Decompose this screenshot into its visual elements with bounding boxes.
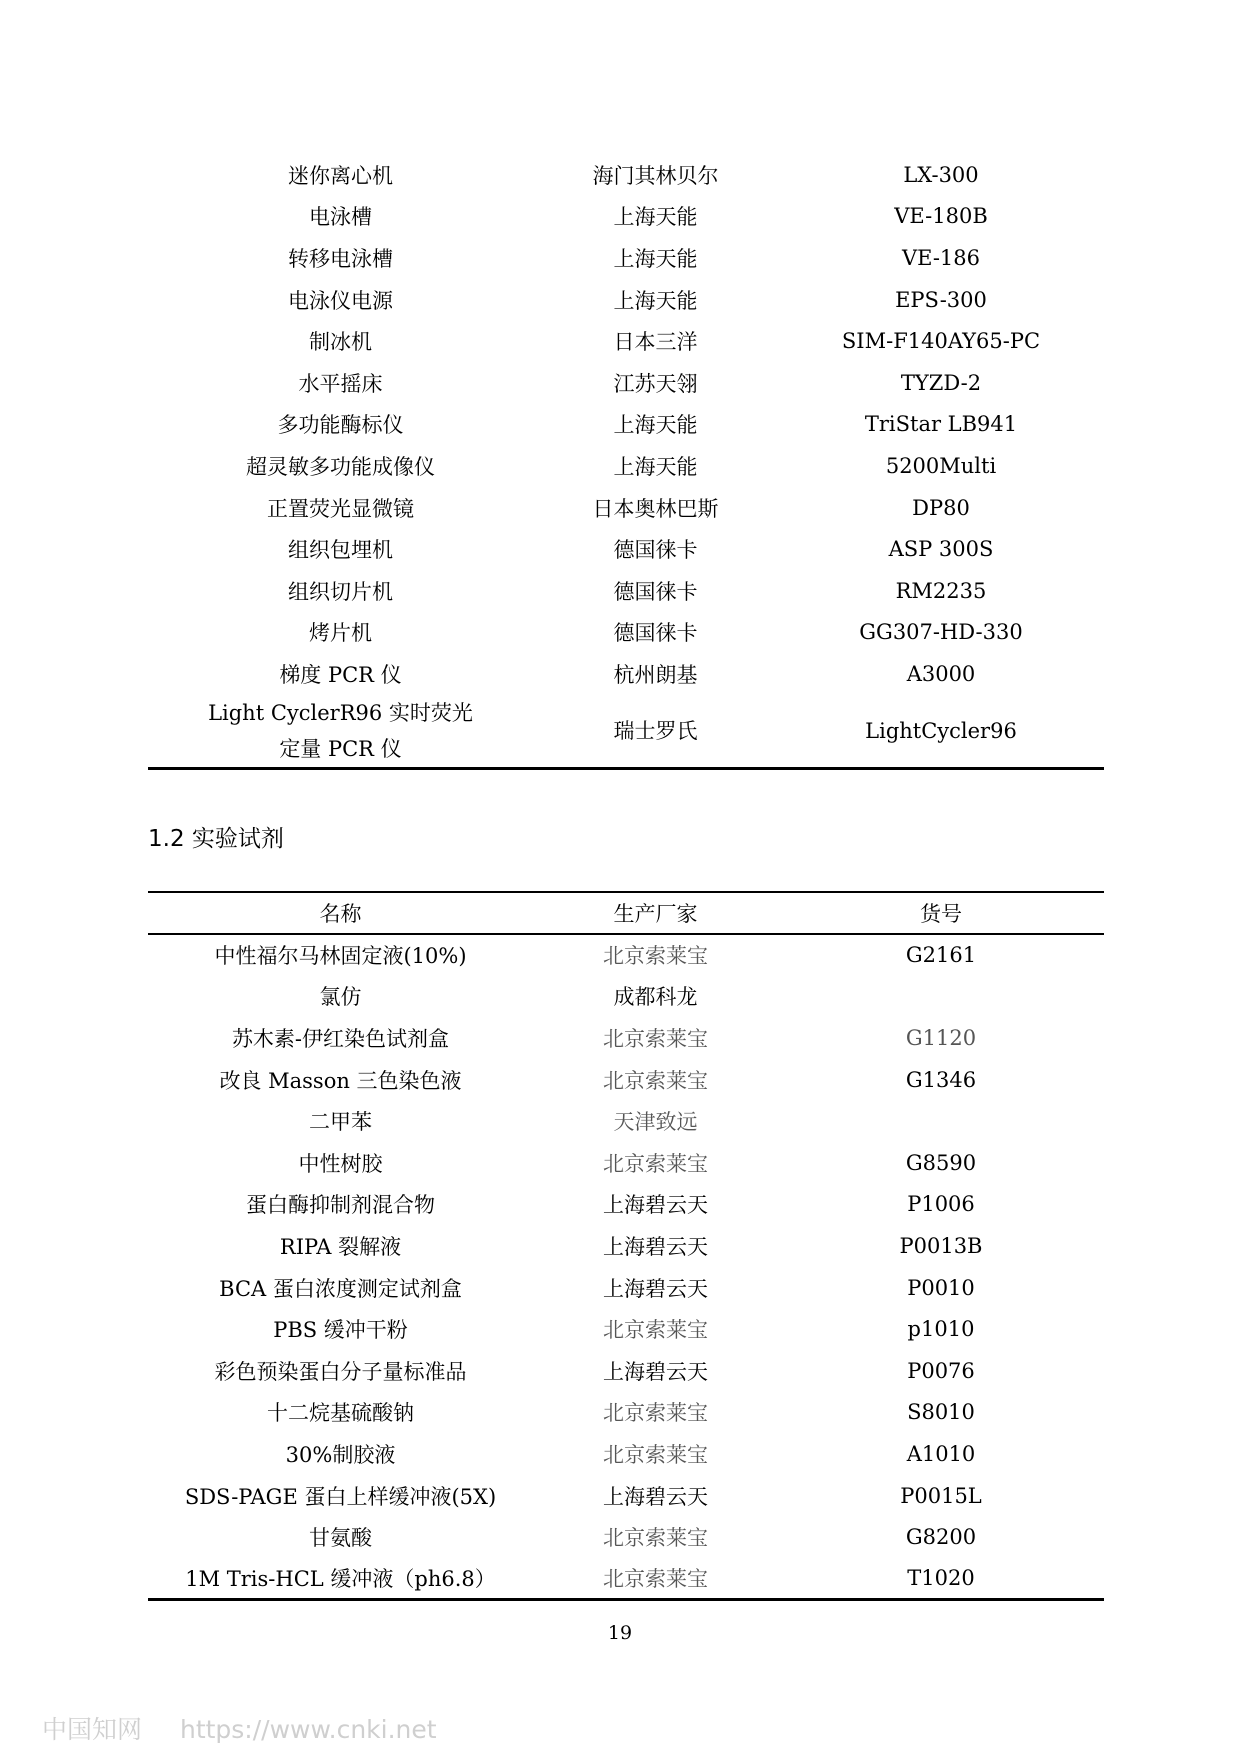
reagent-maker: 上海碧云天	[603, 1359, 708, 1384]
equipment-name: 梯度 PCR 仪	[279, 662, 402, 687]
table-row	[148, 528, 1104, 570]
reagent-maker: 上海碧云天	[603, 1193, 708, 1218]
header-name: 名称	[148, 892, 533, 934]
equipment-maker: 上海天能	[613, 288, 698, 313]
reagent-code: G1346	[905, 1067, 977, 1092]
equipment-name-line2: 定量 PCR 仪	[279, 736, 402, 761]
reagent-name: 苏木素-伊红染色试剂盒	[231, 1026, 450, 1051]
watermark-logo-text: 中国知网	[42, 1715, 143, 1744]
equipment-maker: 上海天能	[613, 413, 698, 438]
reagent-maker: 天津致远	[613, 1110, 698, 1135]
table-row	[148, 1475, 1104, 1517]
reagent-maker: 北京索莱宝	[603, 944, 708, 969]
equipment-maker: 江苏天翎	[613, 371, 698, 396]
equipment-model: EPS-300	[895, 287, 987, 312]
reagent-code: A1010	[906, 1441, 976, 1466]
reagent-name: BCA 蛋白浓度测定试剂盒	[219, 1276, 462, 1301]
table-row	[148, 570, 1104, 612]
reagent-maker: 北京索莱宝	[603, 1566, 708, 1591]
reagent-code: T1020	[907, 1565, 975, 1590]
reagent-maker: 上海碧云天	[603, 1484, 708, 1509]
reagent-code: G1120	[905, 1025, 977, 1050]
table-row	[148, 1184, 1104, 1226]
equipment-name: 转移电泳槽	[288, 246, 393, 271]
equipment-name	[148, 695, 533, 769]
table-row	[148, 612, 1104, 654]
reagent-name: PBS 缓冲干粉	[273, 1318, 408, 1343]
reagent-code: G8590	[905, 1150, 977, 1175]
equipment-name: 迷你离心机	[288, 163, 393, 188]
watermark	[42, 1710, 467, 1746]
equipment-maker: 上海天能	[613, 246, 698, 271]
reagent-name: 改良 Masson 三色染色液	[219, 1068, 462, 1093]
equipment-model: 5200Multi	[885, 453, 997, 478]
reagent-name: SDS-PAGE 蛋白上样缓冲液(5X)	[184, 1484, 497, 1509]
reagent-maker: 上海碧云天	[603, 1276, 708, 1301]
reagent-maker: 成都科龙	[613, 985, 698, 1010]
header-maker: 生产厂家	[533, 892, 778, 934]
table-row	[148, 196, 1104, 238]
equipment-maker: 上海天能	[613, 454, 698, 479]
reagent-name: 30%制胶液	[285, 1442, 396, 1467]
equipment-maker: 日本奥林巴斯	[592, 496, 719, 521]
equipment-name: 电泳仪电源	[288, 288, 393, 313]
table-row	[148, 1059, 1104, 1101]
reagent-name: RIPA 裂解液	[279, 1234, 402, 1259]
equipment-name: 制冰机	[309, 330, 372, 355]
reagent-name: 中性树胶	[298, 1151, 383, 1176]
reagent-name: 二甲苯	[309, 1110, 372, 1135]
reagent-code: P1006	[907, 1192, 975, 1217]
table-row	[148, 1308, 1104, 1350]
equipment-name: 正置荧光显微镜	[267, 496, 414, 521]
equipment-model: VE-180B	[894, 204, 988, 229]
equipment-model: ASP 300S	[888, 537, 994, 562]
table-row	[148, 1142, 1104, 1184]
reagent-name: 蛋白酶抑制剂混合物	[246, 1193, 435, 1218]
reagent-maker: 上海碧云天	[603, 1234, 708, 1259]
equipment-model: LightCycler96	[865, 718, 1017, 743]
equipment-model: TriStar LB941	[864, 412, 1018, 437]
equipment-name: 组织包埋机	[288, 538, 393, 563]
reagent-maker: 北京索莱宝	[603, 1318, 708, 1343]
equipment-model: VE-186	[901, 245, 981, 270]
table-row	[148, 487, 1104, 529]
reagent-maker: 北京索莱宝	[603, 1026, 708, 1051]
reagent-code: P0013B	[899, 1233, 983, 1258]
equipment-name: 水平摇床	[298, 371, 383, 396]
table-row	[148, 404, 1104, 446]
table-row	[148, 1267, 1104, 1309]
equipment-name: 多功能酶标仪	[277, 413, 404, 438]
table-row	[148, 653, 1104, 695]
equipment-model: DP80	[912, 495, 970, 520]
equipment-name-line1: Light CyclerR96 实时荧光	[208, 700, 473, 725]
table-row	[148, 445, 1104, 487]
equipment-model: SIM-F140AY65-PC	[841, 329, 1041, 354]
equipment-name: 超灵敏多功能成像仪	[246, 454, 435, 479]
watermark-url: https://www.cnki.net	[179, 1715, 437, 1744]
equipment-maker: 德国徕卡	[613, 621, 698, 646]
table-row	[148, 154, 1104, 196]
equipment-name: 烤片机	[309, 621, 372, 646]
reagent-code: G2161	[905, 943, 977, 968]
reagent-name: 十二烷基硫酸钠	[267, 1401, 414, 1426]
reagent-name: 甘氨酸	[309, 1526, 372, 1551]
equipment-model: A3000	[906, 661, 976, 686]
equipment-table	[148, 154, 1104, 770]
section-heading: 1.2 实验试剂	[148, 826, 284, 852]
equipment-maker: 日本三洋	[613, 330, 698, 355]
table-row	[148, 1558, 1104, 1600]
table-row	[148, 934, 1104, 976]
reagent-maker: 北京索莱宝	[603, 1068, 708, 1093]
equipment-model: RM2235	[895, 578, 987, 603]
reagent-maker: 北京索莱宝	[603, 1526, 708, 1551]
equipment-maker: 杭州朗基	[613, 662, 698, 687]
equipment-model: GG307-HD-330	[859, 620, 1023, 645]
table-row	[148, 1350, 1104, 1392]
table-row	[148, 362, 1104, 404]
equipment-maker: 瑞士罗氏	[613, 718, 698, 743]
reagent-maker: 北京索莱宝	[603, 1151, 708, 1176]
table-row	[148, 695, 1104, 769]
table-row	[148, 237, 1104, 279]
table-row	[148, 320, 1104, 362]
table-row	[148, 1225, 1104, 1267]
table-header-row	[148, 892, 1104, 934]
equipment-maker: 海门其林贝尔	[592, 163, 719, 188]
reagent-code: P0010	[907, 1275, 975, 1300]
equipment-name: 组织切片机	[288, 579, 393, 604]
equipment-maker: 德国徕卡	[613, 538, 698, 563]
table-row	[148, 1017, 1104, 1059]
reagent-name: 中性福尔马林固定液(10%)	[214, 944, 467, 969]
table-row	[148, 279, 1104, 321]
table-row	[148, 976, 1104, 1018]
header-code: 货号	[778, 892, 1104, 934]
reagent-code: P0076	[907, 1358, 975, 1383]
reagent-table	[148, 891, 1104, 1601]
reagent-maker: 北京索莱宝	[603, 1442, 708, 1467]
reagent-code	[778, 976, 1104, 1018]
reagent-code: S8010	[907, 1400, 975, 1425]
reagent-code: p1010	[907, 1317, 975, 1342]
reagent-name: 1M Tris-HCL 缓冲液（ph6.8）	[185, 1566, 496, 1591]
equipment-name: 电泳槽	[309, 205, 372, 230]
page-number: 19	[607, 1622, 633, 1644]
equipment-model: LX-300	[903, 162, 979, 187]
table-row	[148, 1516, 1104, 1558]
equipment-model: TYZD-2	[900, 370, 982, 395]
reagent-maker: 北京索莱宝	[603, 1401, 708, 1426]
reagent-code	[778, 1100, 1104, 1142]
reagent-code: P0015L	[900, 1483, 982, 1508]
reagent-name: 彩色预染蛋白分子量标准品	[214, 1359, 467, 1384]
table-row	[148, 1433, 1104, 1475]
reagent-code: G8200	[905, 1525, 977, 1550]
reagent-name: 氯仿	[319, 985, 362, 1010]
table-row	[148, 1392, 1104, 1434]
equipment-maker: 上海天能	[613, 205, 698, 230]
table-row	[148, 1100, 1104, 1142]
equipment-maker: 德国徕卡	[613, 579, 698, 604]
